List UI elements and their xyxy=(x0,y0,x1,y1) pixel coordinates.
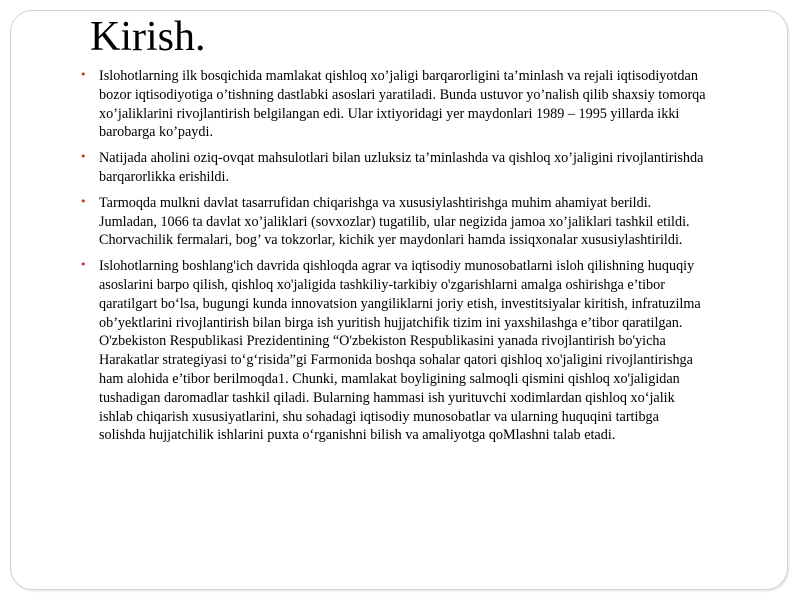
bullet-list xyxy=(80,67,707,452)
bullet-icon: • xyxy=(80,258,87,272)
bullet-icon: • xyxy=(80,194,87,208)
slide-frame xyxy=(10,10,788,590)
bullet-item xyxy=(80,257,707,445)
bullet-item xyxy=(80,194,707,250)
bullet-text: Islohotlarning ilk bosqichida mamlakat qishloq xo’jaligi barqarorligini ta’minlash va rejali iqtisodiyotdan bozor iqtisodiyotiga o’tishning dastlabki asoslari yaratiladi. Bunda ustuvor yo’nalish qilib shaxsiy tomorqa xo’jaliklarini rivojlantirish belgilangan edi. Ular ixtiyoridagi yer maydonlari 1989 – 1995 yillarda ikki barobarga ko’paydi. xyxy=(99,68,706,141)
bullet-text: Islohotlarning boshlang'ich davrida qishloqda agrar va iqtisodiy munosobatlarni isloh qilishning huquqiy asoslarini barpo qilish, qishloq xo'jaligida tashkiliy-tarkibiy o'zgarishlarni amalga oshirishga e’tibor qaratilgart bo‘lsa, bugungi kunda innovatsion yangiliklarni joriy etish, investitsiyalar kiritish, infratuzilma ob’yektlarini rivojlantirish bilan birga ish yuritish hujjatchifik tizim ini yaxshilashga e’tibor qaratilgan. O'zbekiston Respublikasi Prezidentining “O'zbekiston Respublikasini yanada rivojlantirish bo'yicha Harakatlar strategiyasi to‘g‘risida”gi Farmonida boshqa sohalar qatori qishloq xo'jaligini rivojlantirishga ham alohida e’tibor berilmoqda1. Chunki, mamlakat boyligining salmoqli qismini qishloq xo'jaligidan tushadigan daromadlar tashkil qiladi. Bularning hammasi ish yurituvchi xodimlardan qishloq xo‘jalik ishlab chiqarish xususiyatlarini, shu sohadagi iqtisodiy munosobatlar va ularning huquqini tartibga solishda hujjatchilik ishlarini puxta o‘rganishni bilish va amaliyotga qoMlashni talab etadi. xyxy=(99,258,701,444)
bullet-text: Tarmoqda mulkni davlat tasarrufidan chiqarishga va xususiylashtirishga muhim ahamiyat berildi. Jumladan, 1066 ta davlat xo’jaliklari (sovxozlar) tugatilib, ular negizida jamoa xo’jaliklari tashkil etildi. Chorvachilik fermalari, bog’ va tokzorlar, kichik yer maydonlari hamda issiqxonalar xususiylashtirildi. xyxy=(99,194,690,249)
bullet-icon: • xyxy=(80,68,87,81)
bullet-icon: • xyxy=(80,150,87,164)
bullet-item xyxy=(80,67,707,142)
bullet-item xyxy=(80,149,707,187)
slide-title: Kirish. xyxy=(90,14,206,60)
bullet-text: Natijada aholini oziq-ovqat mahsulotlari bilan uzluksiz ta’minlashda va qishloq xo’jaligini rivojlantirishda barqarorlikka erishildi. xyxy=(99,150,704,185)
